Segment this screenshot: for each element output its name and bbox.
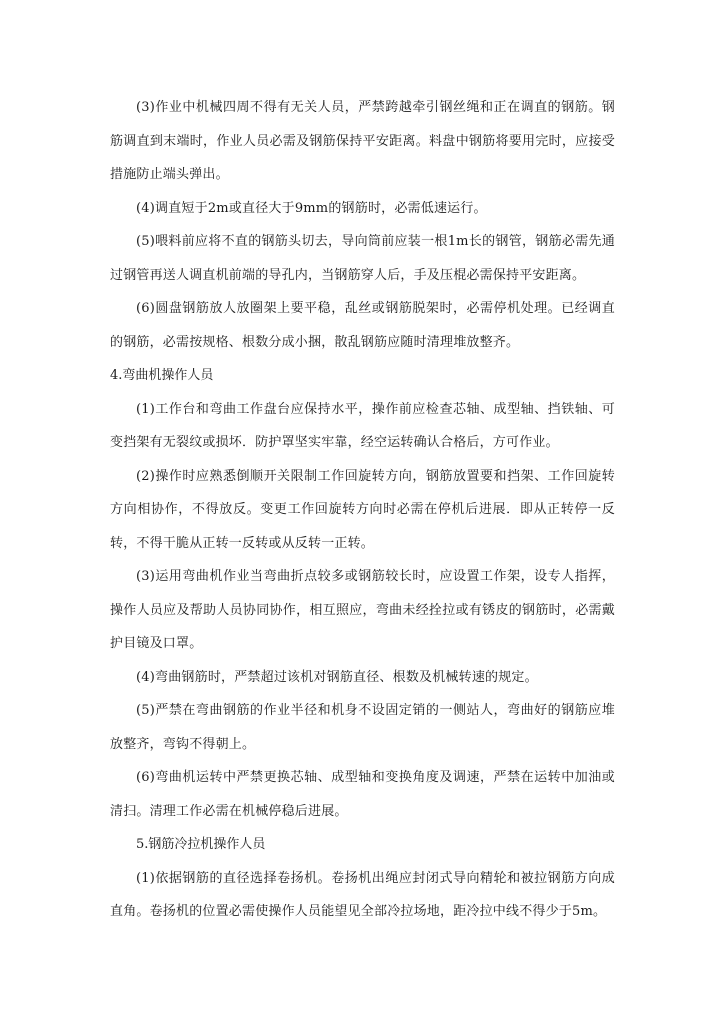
paragraph-straightener-4: (4)调直短于2m或直径大于9mm的钢筋时，必需低速运行。	[136, 200, 487, 216]
paragraph-cold-drawing-1: (1)依据钢筋的直径选择卷扬机。卷扬机出绳应封闭式导向精轮和被拉钢筋方向成直角。卷扬机的位置必需使操作人员能望见全部冷拉场地，距冷拉中线不得少于5m。	[110, 870, 615, 919]
section-heading-bending-machine: 4.弯曲机操作人员	[110, 368, 214, 383]
paragraph-bending-4: (4)弯曲钢筋时，严禁超过该机对钢筋直径、根数及机械转速的规定。	[136, 669, 538, 685]
document-body	[110, 91, 615, 929]
paragraph-straightener-6: (6)圆盘钢筋放人放圈架上要平稳，乱丝或钢筋脱架时，必需停机处理。已经调直的钢筋，必需按规格、根数分成小捆，散乱钢筋应随时清理堆放整齐。	[110, 301, 615, 350]
paragraph-bending-5: (5)严禁在弯曲钢筋的作业半径和机身不设固定销的一侧站人，弯曲好的钢筋应堆放整齐，弯钩不得朝上。	[110, 703, 615, 752]
paragraph-bending-6: (6)弯曲机运转中严禁更换芯轴、成型轴和变换角度及调速，严禁在运转中加油或清扫。清理工作必需在机械停稳后进展。	[110, 770, 615, 819]
paragraph-straightener-3: (3)作业中机械四周不得有无关人员，严禁跨越牵引钢丝绳和正在调直的钢筋。钢筋调直到末端时，作业人员必需及钢筋保持平安距离。料盘中钢筋将要用完时，应接受措施防止端头弹出。	[110, 100, 615, 182]
paragraph-bending-1: (1)工作台和弯曲工作盘台应保持水平，操作前应检查芯轴、成型轴、挡铁轴、可变挡架有无裂纹或损坏．防护罩坚实牢靠，经空运转确认合格后，方可作业。	[110, 401, 615, 450]
section-heading-cold-drawing: 5.钢筋冷拉机操作人员	[136, 837, 266, 852]
paragraph-straightener-5: (5)喂料前应将不直的钢筋头切去，导向筒前应装一根1m长的钢管，钢筋必需先通过钢管再送人调直机前端的导孔内，当钢筋穿人后，手及压棍必需保持平安距离。	[110, 234, 615, 283]
paragraph-bending-3: (3)运用弯曲机作业当弯曲折点较多或钢筋较长时，应设置工作架，设专人指挥，操作人员应及帮助人员协同协作，相互照应，弯曲未经拴拉或有锈皮的钢筋时，必需戴护目镜及口罩。	[110, 569, 615, 651]
paragraph-bending-2: (2)操作时应熟悉倒顺开关限制工作回旋转方向，钢筋放置要和挡架、工作回旋转方向相协作，不得放反。变更工作回旋转方向时必需在停机后进展．即从正转停一反转，不得干脆从正转一反转或从反转一正转。	[110, 468, 615, 551]
